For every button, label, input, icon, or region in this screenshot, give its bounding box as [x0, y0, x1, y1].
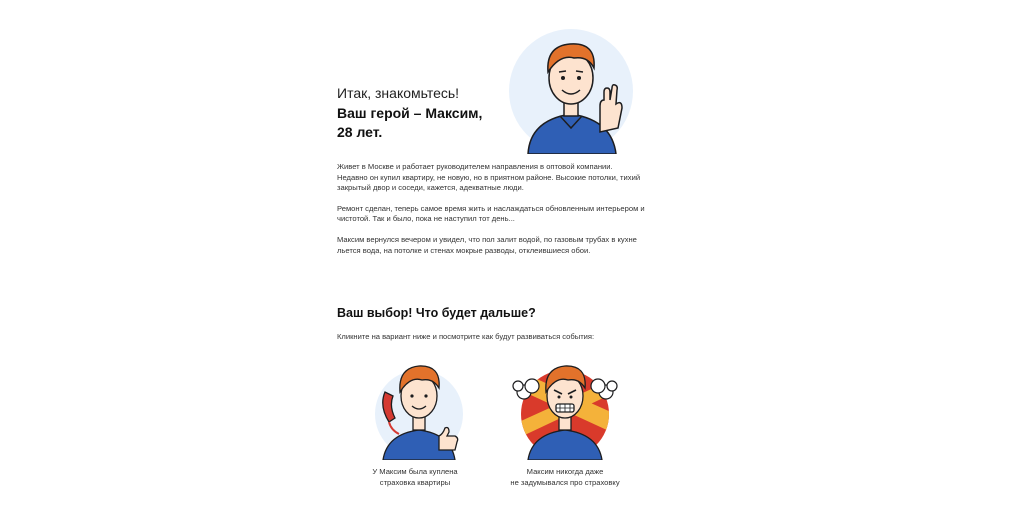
- hero-name: Ваш герой – Максим,: [337, 105, 483, 121]
- intro-block: [337, 84, 482, 142]
- option-uninsured[interactable]: [490, 356, 640, 488]
- calm-maxim-phone-icon: [365, 356, 465, 460]
- hero-age: 28 лет.: [337, 124, 383, 140]
- story-paragraph-1: Живет в Москве и работает руководителем направления в оптовой компании. Недавно он купил квартиру, не новую, но в приятном районе. Высокие потолки, тихий закрытый двор и соседи, кажется, адекватные люди.: [337, 162, 641, 193]
- option-insured[interactable]: [340, 356, 490, 488]
- story-paragraph-2: Ремонт сделан, теперь самое время жить и наслаждаться обновленным интерьером и чистотой. Так и было, пока не наступил тот день...: [337, 203, 645, 224]
- choice-title: Ваш выбор! Что будет дальше?: [337, 306, 536, 320]
- story-text: [337, 162, 647, 266]
- choice-hint: Кликните на вариант ниже и посмотрите как будут развиваться события:: [337, 332, 595, 341]
- option-uninsured-label: Максим никогда даже не задумывался про страховку: [510, 467, 620, 487]
- story-paragraph-3: Максим вернулся вечером и увидел, что пол залит водой, по газовым трубах в кухне льется вода, на потолке и стенах мокрые разводы, отклеившиеся обои.: [337, 234, 637, 255]
- hero-maxim-illustration: [508, 28, 634, 154]
- intro-greeting: Итак, знакомьтесь!: [337, 85, 460, 101]
- angry-maxim-icon: [510, 356, 620, 460]
- option-insured-label: У Максим была куплена страховка квартиры: [372, 467, 458, 487]
